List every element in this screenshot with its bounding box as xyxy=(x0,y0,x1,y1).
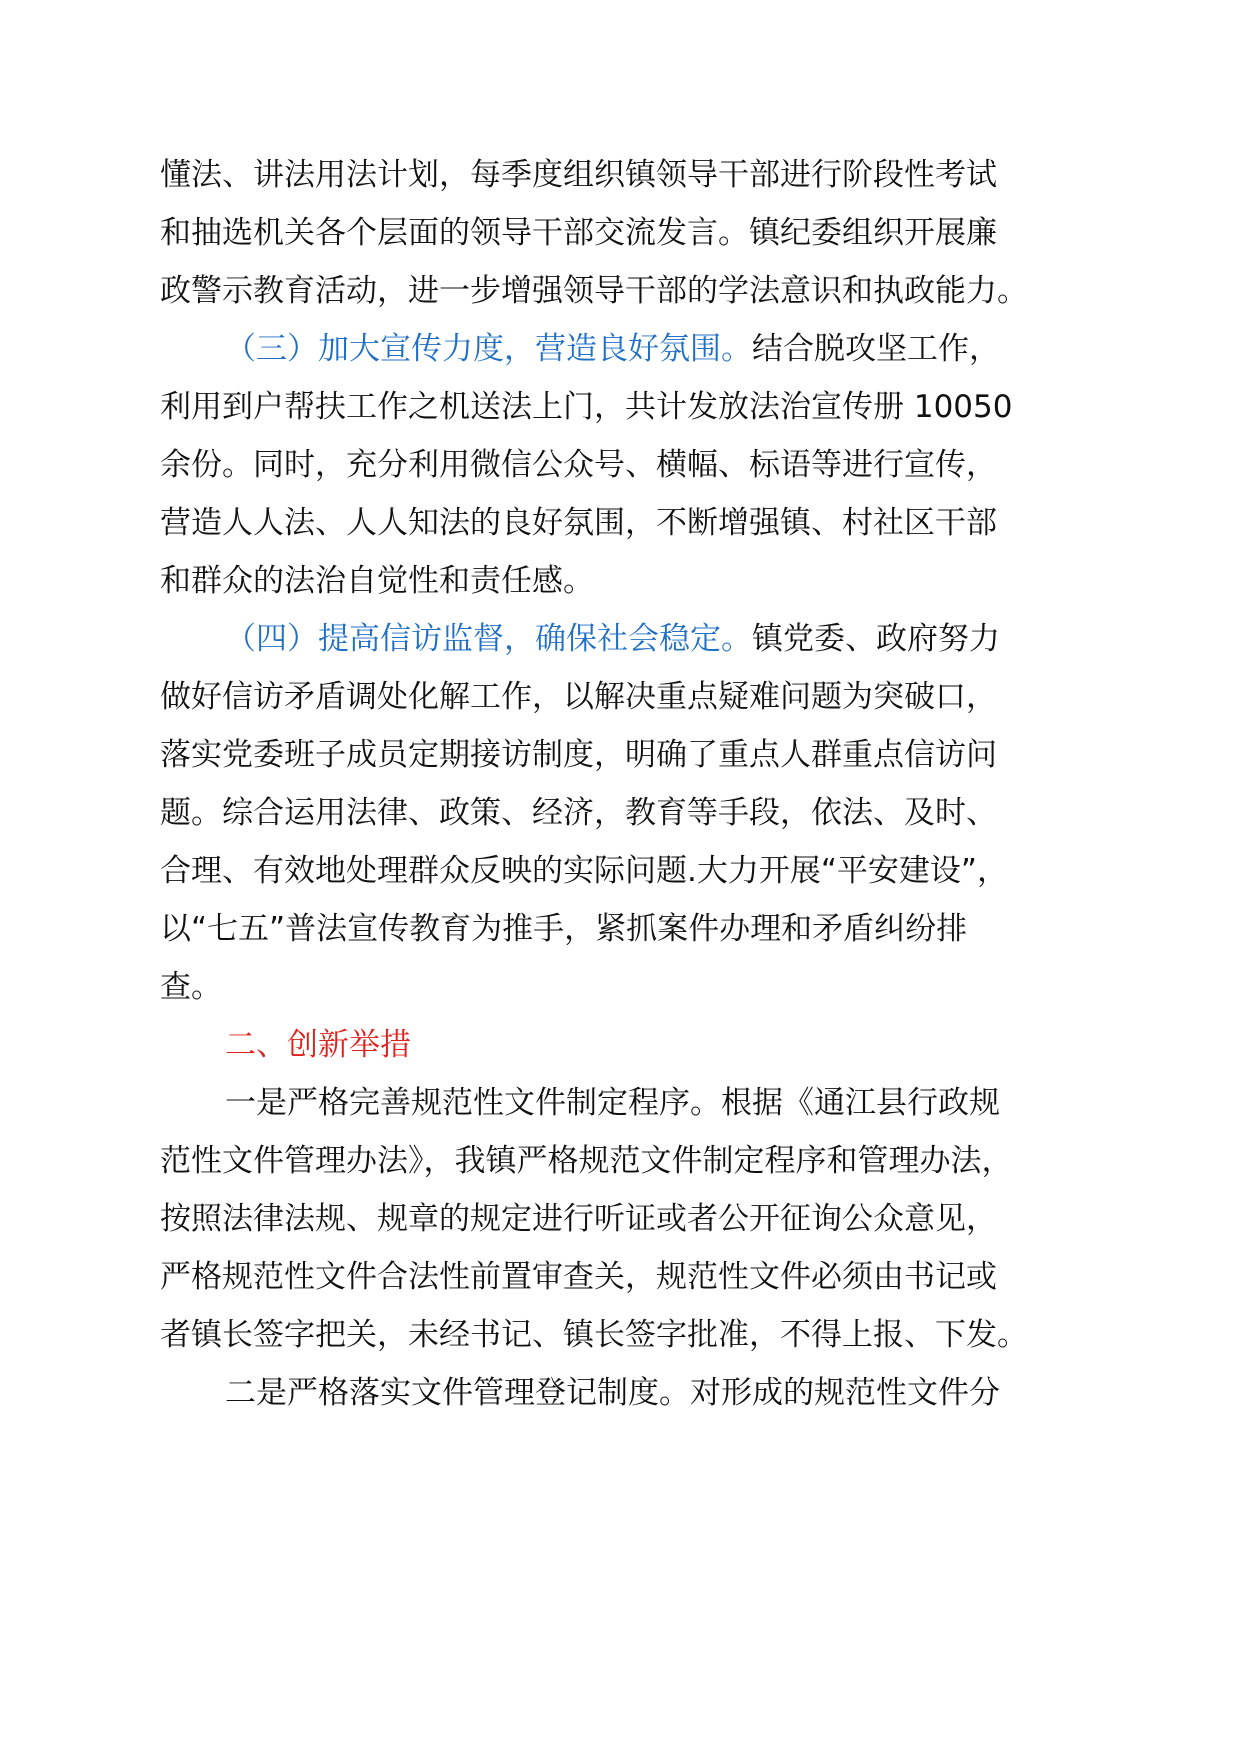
body-line: 题。综合运用法律、政策、经济，教育等手段，依法、及时、 xyxy=(160,795,997,831)
body-line: 和抽选机关各个层面的领导干部交流发言。镇纪委组织开展廉 xyxy=(160,215,997,251)
body-line: 一是严格完善规范性文件制定程序。根据《通江县行政规 xyxy=(225,1085,1000,1121)
body-line: 以“七五”普法宣传教育为推手，紧抓案件办理和矛盾纠纷排 xyxy=(160,911,968,947)
body-line: 按照法律法规、规章的规定进行听证或者公开征询公众意见， xyxy=(160,1201,997,1237)
body-line: 利用到户帮扶工作之机送法上门，共计发放法治宣传册 10050 xyxy=(160,389,1013,425)
body-line: 和群众的法治自觉性和责任感。 xyxy=(160,563,594,599)
body-line: 政警示教育活动，进一步增强领导干部的学法意识和执政能力。 xyxy=(160,273,1028,309)
body-line: 落实党委班子成员定期接访制度，明确了重点人群重点信访问 xyxy=(160,737,997,773)
body-line: 严格规范性文件合法性前置审查关，规范性文件必须由书记或 xyxy=(160,1259,997,1295)
body-line: 合理、有效地处理群众反映的实际问题.大力开展“平安建设”， xyxy=(160,853,1008,889)
subsection-line xyxy=(225,324,1100,374)
body-line: 懂法、讲法用法计划，每季度组织镇领导干部进行阶段性考试 xyxy=(160,157,997,193)
body-line: 查。 xyxy=(160,969,222,1005)
body-line: 二是严格落实文件管理登记制度。对形成的规范性文件分 xyxy=(225,1375,1000,1411)
body-line: 做好信访矛盾调处化解工作，以解决重点疑难问题为突破口， xyxy=(160,679,997,715)
body-line: 营造人人法、人人知法的良好氛围，不断增强镇、村社区干部 xyxy=(160,505,997,541)
section-heading: 二、创新举措 xyxy=(225,1027,411,1063)
body-line: 余份。同时，充分利用微信公众号、横幅、标语等进行宣传， xyxy=(160,447,997,483)
subsection-heading-3: （三）加大宣传力度，营造良好氛围。 xyxy=(225,331,752,367)
body-text: 结合脱攻坚工作， xyxy=(752,331,1000,367)
subsection-heading-4: （四）提高信访监督，确保社会稳定。 xyxy=(225,621,752,657)
body-line: 范性文件管理办法》，我镇严格规范文件制定程序和管理办法， xyxy=(160,1143,1013,1179)
body-text: 镇党委、政府努力 xyxy=(752,621,1000,657)
body-line: 者镇长签字把关，未经书记、镇长签字批准，不得上报、下发。 xyxy=(160,1317,1028,1353)
subsection-line xyxy=(225,614,1100,664)
